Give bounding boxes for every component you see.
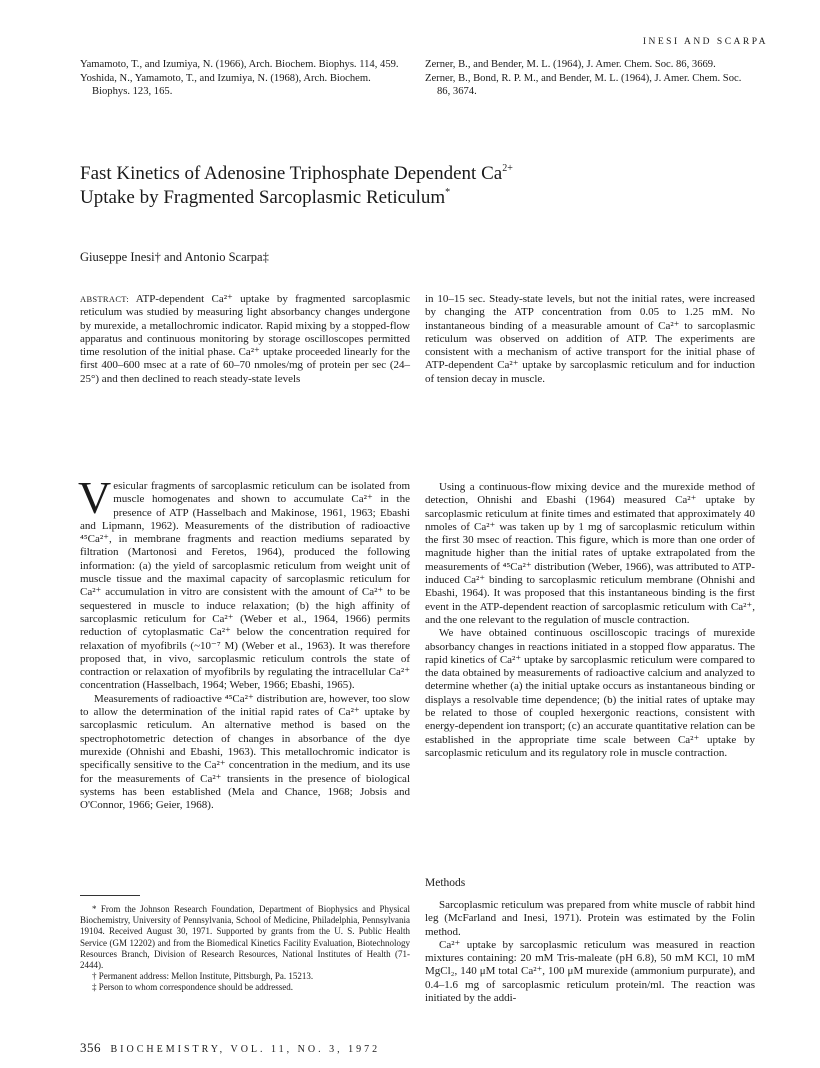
footnotes bbox=[80, 904, 410, 994]
page-footer bbox=[80, 1040, 380, 1056]
methods-text bbox=[425, 899, 755, 1005]
body-column-right bbox=[425, 481, 755, 760]
references-right bbox=[425, 58, 755, 99]
journal-citation: BIOCHEMISTRY, VOL. 11, NO. 3, 1972 bbox=[110, 1044, 381, 1055]
reference-entry: Yamamoto, T., and Izumiya, N. (1966), Arch. Biochem. Biophys. 114, 459. bbox=[80, 59, 399, 70]
paragraph: esicular fragments of sarcoplasmic reticulum can be isolated from muscle homogenates and shown to accumulate Ca²⁺ in the presence of ATP (Hasselbach and Makinose, 1961, 1963; Ebashi and Lipmann, 1962). Measurements of the distribution of radioactive ⁴⁵Ca²⁺, in membrane fragments and reaction mediums separated by filtration (Martonosi and Feretos, 1964), produced the following information: (a) the yield of sarcoplasmic reticulum from weight unit of muscle tissue and the maximal capacity of sarcoplasmic reticulum for Ca²⁺ accumulation in vitro are consistent with the amount of Ca²⁺ to be sequestered in muscle to induce relaxation; (b) the high affinity of sarcoplasmic reticulum for Ca²⁺ (Weber et al., 1964, 1966) permits reduction of cytoplasmatic Ca²⁺ below the concentration required for relaxation of myofibrils (~10⁻⁷ M) (Weber et al., 1963). It was therefore proposed that, in vivo, sarcoplasmic reticulum controls the state of contraction or relaxation of myofibrils by regulating the intracellular Ca²⁺ concentration (Hasselbach, 1964; Weber, 1966; Ebashi, 1965). bbox=[80, 480, 410, 692]
reference-entry: Zerner, B., Bond, R. P. M., and Bender, M. L. (1964), J. Amer. Chem. Soc. 86, 3674. bbox=[425, 72, 742, 98]
title-line-2: Uptake by Fragmented Sarcoplasmic Reticulum bbox=[80, 187, 446, 208]
body-column-left bbox=[78, 472, 410, 812]
article-title bbox=[80, 162, 720, 210]
page-number: 356 bbox=[80, 1040, 101, 1055]
running-head: INESI AND SCARPA bbox=[642, 37, 768, 47]
paragraph: We have obtained continuous oscilloscopic tracings of murexide absorbancy changes in reactions initiated in a stopped flow apparatus. The rapid kinetics of Ca²⁺ uptake by sarcoplasmic reticulum were compared to the data obtained by measurements of radioactive calcium and analyzed to determine whether (a) the initial uptake occurs as instantaneous binding or displays a resolvable time dependence; (b) the initial rates of uptake may be related to those of coupled hexergonic reactions, consistent with energy-dependent ion transport; (c) an accurate quantitative relation can be established in the appropriate time scale between Ca²⁺ uptake by sarcoplasmic reticulum and its regulatory role in muscle contraction. bbox=[425, 627, 755, 759]
drop-cap: V bbox=[78, 472, 112, 523]
footnote: ‡ Person to whom correspondence should be addressed. bbox=[92, 982, 293, 993]
section-heading-methods: Methods bbox=[425, 877, 466, 889]
abstract-text-left: ATP-dependent Ca²⁺ uptake by fragmented sarcoplasmic reticulum was studied by measuring light absorbancy changes undergone by murexide, a metallochromic indicator. Rapid mixing by a stopped-flow apparatus and continuous monitoring by storage oscilloscopes permitted time resolution of the initial phase. Ca²⁺ uptake proceeded linearly for the first 400–600 msec at a rate of 60–70 nmoles/mg of protein per sec (24–25°) and then declined to reach steady-state levels bbox=[80, 293, 410, 385]
footnote-divider bbox=[80, 895, 140, 896]
abstract-right bbox=[425, 293, 755, 386]
title-footnote-mark: * bbox=[445, 187, 451, 198]
abstract-label: ABSTRACT: bbox=[80, 294, 130, 304]
footnote: * From the Johnson Research Foundation, Department of Biophysics and Physical Biochemistry, University of Pennsylvania, School of Medicine, Philadelphia, Pennsylvania 19104. Received August 30, 1971. Supported by grants from the U. S. Public Health Service (GM 12202) and from the Biomedical Kinetics Facility Evaluation, Biotechnology Resources Branch, Division of Research Resources, National Institutes of Health (71-2444). bbox=[80, 904, 410, 971]
title-line-1: Fast Kinetics of Adenosine Triphosphate Dependent Ca bbox=[80, 163, 503, 184]
abstract-left bbox=[80, 293, 410, 386]
title-superscript: 2+ bbox=[502, 163, 513, 174]
paragraph: Measurements of radioactive ⁴⁵Ca²⁺ distribution are, however, too slow to allow the determination of the initial rapid rates of Ca²⁺ uptake by sarcoplasmic reticulum. An alternative method is based on the spectrophotometric detection of changes in absorbance of the dye murexide (Ohnishi and Ebashi, 1963). This metallochromic indicator is specifically sensitive to the Ca²⁺ concentration in the medium, and its use for the measurements of Ca²⁺ transients in the presence of biological systems has been established (Mela and Chance, 1968; Jobsis and O'Connor, 1966; Geier, 1968). bbox=[80, 692, 410, 812]
paragraph: Sarcoplasmic reticulum was prepared from white muscle of rabbit hind leg (McFarland and Inesi, 1971). Protein was estimated by the Folin method. bbox=[425, 899, 755, 938]
abstract-text-right: in 10–15 sec. Steady-state levels, but not the initial rates, were increased by changing the ATP concentration from 0.05 to 1.25 mM. No instantaneous binding of a measurable amount of Ca²⁺ to sarcoplasmic reticulum was observed on addition of ATP. The experiments are consistent with a mechanism of active transport for the initial phase of ATP-dependent Ca²⁺ uptake by sarcoplasmic reticulum and for induction of tension decay in muscle. bbox=[425, 293, 755, 385]
paragraph: Ca²⁺ uptake by sarcoplasmic reticulum was measured in reaction mixtures containing: 20 mM Tris-maleate (pH 6.8), 50 mM KCl, 10 mM MgCl₂, 140 μM total Ca²⁺, 100 μM murexide (ammonium purpurate), and 0.4–1.6 mg of sarcoplasmic reticulum protein/ml. The reaction was initiated by the addi- bbox=[425, 938, 755, 1005]
paragraph: Using a continuous-flow mixing device and the murexide method of detection, Ohnishi and Ebashi (1964) measured Ca²⁺ uptake by sarcoplasmic reticulum at finite times and estimated that approximately 40 nmoles of Ca²⁺ was taken up by 1 mg of sarcoplasmic reticulum within the first 30 msec of reaction. This figure, which is more than one order of magnitude higher than the initial rates of uptake extrapolated from the measurements of ⁴⁵Ca²⁺ distribution (Weber, 1966), was attributed to ATP-induced Ca²⁺ binding to sarcoplasmic reticulum membrane (Ohnishi and Ebashi, 1964). It was proposed that this instantaneous binding is the first event in the ATP-dependent reaction of sarcoplasmic reticulum with Ca²⁺, and the one relevant to the regulation of muscle contraction. bbox=[425, 481, 755, 626]
references-left bbox=[80, 58, 410, 99]
authors: Giuseppe Inesi† and Antonio Scarpa‡ bbox=[80, 250, 269, 264]
footnote: † Permanent address: Mellon Institute, Pittsburgh, Pa. 15213. bbox=[92, 971, 314, 982]
reference-entry: Yoshida, N., Yamamoto, T., and Izumiya, N. (1968), Arch. Biochem. Biophys. 123, 165. bbox=[80, 72, 371, 98]
reference-entry: Zerner, B., and Bender, M. L. (1964), J. Amer. Chem. Soc. 86, 3669. bbox=[425, 59, 716, 70]
